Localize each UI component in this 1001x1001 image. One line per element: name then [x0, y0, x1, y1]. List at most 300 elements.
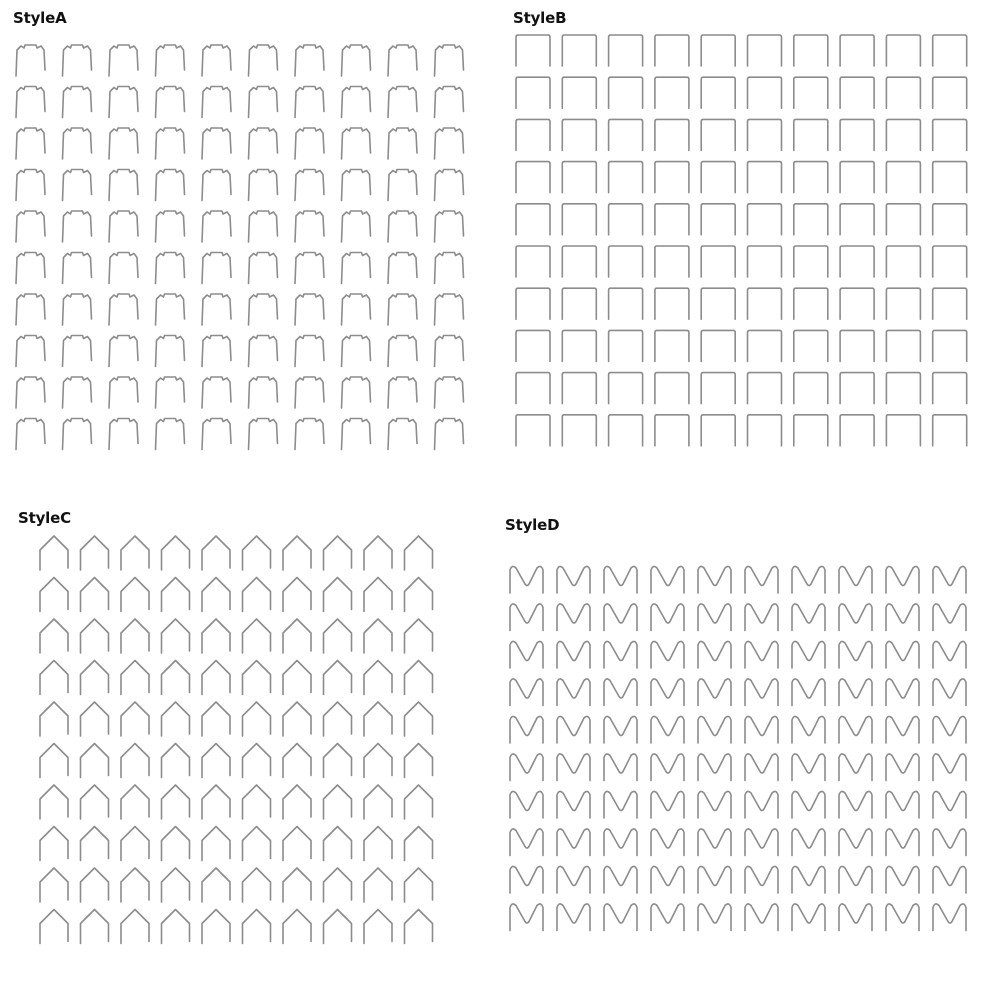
wire-clip [364, 910, 392, 944]
wire-clip [745, 866, 778, 893]
wire-clip [609, 35, 643, 66]
wire-clip [516, 77, 550, 108]
wire-clip [243, 744, 271, 778]
wire-clip [162, 785, 190, 819]
wire-clip [794, 162, 828, 193]
wire-clip [748, 373, 782, 404]
wire-clip [342, 253, 371, 284]
wire-clip [202, 827, 230, 861]
wire-clip [202, 170, 231, 201]
wire-clip [283, 702, 311, 736]
wire-clip [510, 904, 543, 931]
wire-clip [516, 288, 550, 319]
wire-clip [364, 785, 392, 819]
style-d-label: StyleD [505, 516, 560, 534]
wire-clip [562, 288, 596, 319]
wire-clip [156, 87, 185, 118]
wire-clip [792, 866, 825, 893]
wire-clip [701, 330, 735, 361]
wire-clip [510, 716, 543, 743]
wire-clip [435, 211, 464, 242]
wire-clip [840, 77, 874, 108]
wire-clip [202, 785, 230, 819]
wire-clip [840, 288, 874, 319]
wire-clip [840, 246, 874, 277]
wire-clip [249, 377, 278, 408]
wire-clip [840, 119, 874, 150]
wire-clip [40, 536, 68, 570]
wire-clip [249, 419, 278, 450]
wire-clip [109, 253, 138, 284]
wire-clip [794, 35, 828, 66]
wire-clip [792, 754, 825, 781]
wire-clip [324, 785, 352, 819]
wire-clip [651, 904, 684, 931]
wire-clip [249, 45, 278, 76]
wire-clip [933, 904, 966, 931]
wire-clip [698, 716, 731, 743]
wire-clip [745, 716, 778, 743]
wire-clip [243, 661, 271, 695]
wire-clip [839, 791, 872, 818]
wire-clip [405, 702, 433, 736]
wire-clip [748, 204, 782, 235]
wire-clip [792, 566, 825, 593]
wire-clip [16, 377, 45, 408]
wire-clip [794, 204, 828, 235]
wire-clip [388, 211, 417, 242]
wire-clip [516, 415, 550, 446]
wire-clip [388, 336, 417, 367]
wire-clip [156, 419, 185, 450]
wire-clip [794, 288, 828, 319]
wire-clip [701, 246, 735, 277]
wire-clip [839, 904, 872, 931]
wire-clip [840, 35, 874, 66]
wire-clip [701, 77, 735, 108]
wire-clip [651, 791, 684, 818]
wire-clip [16, 294, 45, 325]
wire-clip [295, 211, 324, 242]
wire-clip [562, 415, 596, 446]
wire-clip [202, 211, 231, 242]
wire-clip [839, 829, 872, 856]
wire-clip [655, 77, 689, 108]
wire-clip [609, 373, 643, 404]
wire-clip [886, 330, 920, 361]
wire-clip [435, 170, 464, 201]
wire-clip [202, 578, 230, 612]
wire-clip [63, 211, 92, 242]
wire-clip [933, 330, 967, 361]
wire-clip [655, 288, 689, 319]
wire-clip [698, 829, 731, 856]
wire-clip [81, 661, 109, 695]
wire-clip [655, 35, 689, 66]
wire-clip [886, 829, 919, 856]
wire-clip [249, 170, 278, 201]
wire-clip [794, 330, 828, 361]
wire-clip [510, 566, 543, 593]
wire-clip [405, 785, 433, 819]
wire-clip [295, 253, 324, 284]
wire-clip [604, 641, 637, 668]
wire-clip [283, 661, 311, 695]
style-b-label: StyleB [513, 9, 567, 27]
wire-clip [405, 744, 433, 778]
wire-clip [839, 641, 872, 668]
wire-clip [698, 641, 731, 668]
wire-clip [651, 679, 684, 706]
wire-clip [388, 377, 417, 408]
wire-clip [933, 204, 967, 235]
wire-clip [609, 415, 643, 446]
wire-clip [557, 866, 590, 893]
wire-clip [748, 246, 782, 277]
wire-clip [324, 910, 352, 944]
wire-clip [156, 45, 185, 76]
wire-clip [109, 336, 138, 367]
wire-clip [40, 785, 68, 819]
wire-clip [162, 868, 190, 902]
wire-clip [748, 330, 782, 361]
wire-clip [121, 702, 149, 736]
wire-clip [81, 536, 109, 570]
wire-clip [162, 910, 190, 944]
wire-clip [295, 170, 324, 201]
wire-clip [748, 162, 782, 193]
wire-clip [295, 377, 324, 408]
wire-clip [886, 246, 920, 277]
wire-clip [701, 415, 735, 446]
wire-clip [63, 377, 92, 408]
wire-clip [388, 419, 417, 450]
wire-clip [609, 204, 643, 235]
wire-clip [162, 702, 190, 736]
wire-clip [933, 288, 967, 319]
wire-clip [745, 679, 778, 706]
wire-clip [109, 87, 138, 118]
wire-clip [604, 566, 637, 593]
wire-clip [121, 536, 149, 570]
wire-clip [562, 246, 596, 277]
wire-clip [562, 77, 596, 108]
wire-clip [81, 702, 109, 736]
wire-clip [364, 868, 392, 902]
wire-clip [202, 336, 231, 367]
wire-clip [886, 641, 919, 668]
wire-clip [342, 128, 371, 159]
wire-clip [16, 336, 45, 367]
wire-clip [933, 754, 966, 781]
wire-clip [249, 253, 278, 284]
wire-clip [243, 785, 271, 819]
wire-clip [886, 716, 919, 743]
style-a-clip-grid [10, 38, 490, 448]
wire-clip [249, 294, 278, 325]
wire-clip [342, 377, 371, 408]
wire-clip [16, 211, 45, 242]
wire-clip [651, 829, 684, 856]
wire-clip [162, 536, 190, 570]
wire-clip [249, 87, 278, 118]
wire-clip [63, 294, 92, 325]
wire-clip [794, 246, 828, 277]
wire-clip [701, 288, 735, 319]
wire-clip [562, 35, 596, 66]
wire-clip [516, 246, 550, 277]
wire-clip [655, 415, 689, 446]
wire-clip [604, 866, 637, 893]
wire-clip [839, 566, 872, 593]
wire-clip [651, 566, 684, 593]
wire-clip [745, 829, 778, 856]
wire-clip [162, 619, 190, 653]
wire-clip [109, 377, 138, 408]
wire-clip [516, 373, 550, 404]
wire-clip [283, 827, 311, 861]
wire-clip [839, 716, 872, 743]
wire-clip [405, 827, 433, 861]
wire-clip [840, 204, 874, 235]
wire-clip [295, 45, 324, 76]
wire-clip [609, 77, 643, 108]
style-b-clip-grid [510, 30, 980, 460]
wire-clip [792, 829, 825, 856]
wire-clip [604, 791, 637, 818]
wire-clip [202, 536, 230, 570]
wire-clip [745, 641, 778, 668]
wire-clip [156, 211, 185, 242]
wire-clip [933, 791, 966, 818]
wire-clip [388, 170, 417, 201]
wire-clip [748, 35, 782, 66]
wire-clip [651, 866, 684, 893]
wire-clip [40, 619, 68, 653]
wire-clip [651, 754, 684, 781]
wire-clip [609, 162, 643, 193]
wire-clip [701, 35, 735, 66]
wire-clip [40, 661, 68, 695]
wire-clip [16, 45, 45, 76]
wire-clip [792, 679, 825, 706]
wire-clip [886, 162, 920, 193]
wire-clip [16, 128, 45, 159]
wire-clip [364, 744, 392, 778]
wire-clip [435, 87, 464, 118]
wire-clip [435, 45, 464, 76]
wire-clip [405, 536, 433, 570]
wire-clip [202, 619, 230, 653]
style-c-label: StyleC [18, 509, 71, 527]
wire-clip [324, 827, 352, 861]
wire-clip [557, 829, 590, 856]
wire-clip [81, 910, 109, 944]
wire-clip [651, 641, 684, 668]
wire-clip [655, 246, 689, 277]
wire-clip [655, 162, 689, 193]
wire-clip [655, 373, 689, 404]
wire-clip [249, 336, 278, 367]
wire-clip [202, 661, 230, 695]
wire-clip [202, 128, 231, 159]
wire-clip [156, 336, 185, 367]
wire-clip [557, 904, 590, 931]
wire-clip [886, 754, 919, 781]
wire-clip [16, 170, 45, 201]
wire-clip [435, 128, 464, 159]
wire-clip [701, 119, 735, 150]
wire-clip [283, 910, 311, 944]
wire-clip [792, 604, 825, 631]
wire-clip [40, 744, 68, 778]
wire-clip [698, 754, 731, 781]
wire-clip [609, 246, 643, 277]
wire-clip [202, 45, 231, 76]
wire-clip [121, 868, 149, 902]
wire-clip [701, 162, 735, 193]
wire-clip [364, 619, 392, 653]
wire-clip [324, 744, 352, 778]
wire-clip [121, 578, 149, 612]
wire-clip [604, 754, 637, 781]
wire-clip [435, 377, 464, 408]
wire-clip [510, 754, 543, 781]
wire-clip [933, 641, 966, 668]
wire-clip [562, 204, 596, 235]
wire-clip [40, 827, 68, 861]
wire-clip [792, 791, 825, 818]
wire-clip [510, 829, 543, 856]
wire-clip [364, 661, 392, 695]
wire-clip [202, 419, 231, 450]
wire-clip [604, 716, 637, 743]
wire-clip [16, 253, 45, 284]
wire-clip [745, 904, 778, 931]
wire-clip [156, 253, 185, 284]
wire-clip [510, 641, 543, 668]
wire-clip [933, 679, 966, 706]
wire-clip [243, 578, 271, 612]
wire-clip [698, 566, 731, 593]
wire-clip [886, 791, 919, 818]
wire-clip [840, 415, 874, 446]
wire-clip [295, 419, 324, 450]
wire-clip [202, 910, 230, 944]
wire-clip [886, 866, 919, 893]
wire-clip [81, 827, 109, 861]
wire-clip [121, 744, 149, 778]
wire-clip [886, 204, 920, 235]
wire-clip [933, 604, 966, 631]
style-a-label: StyleA [13, 9, 67, 27]
wire-clip [81, 785, 109, 819]
wire-clip [698, 604, 731, 631]
wire-clip [63, 128, 92, 159]
wire-clip [933, 716, 966, 743]
wire-clip [933, 77, 967, 108]
wire-clip [364, 536, 392, 570]
wire-clip [745, 604, 778, 631]
wire-clip [63, 253, 92, 284]
wire-clip [562, 162, 596, 193]
wire-clip [405, 868, 433, 902]
wire-clip [388, 253, 417, 284]
wire-clip [886, 77, 920, 108]
wire-clip [698, 904, 731, 931]
wire-clip [342, 419, 371, 450]
wire-clip [839, 604, 872, 631]
wire-clip [933, 373, 967, 404]
wire-clip [516, 330, 550, 361]
wire-clip [701, 204, 735, 235]
wire-clip [886, 904, 919, 931]
wire-clip [388, 87, 417, 118]
wire-clip [342, 336, 371, 367]
wire-clip [243, 868, 271, 902]
wire-clip [933, 246, 967, 277]
wire-clip [324, 578, 352, 612]
wire-clip [249, 211, 278, 242]
wire-clip [342, 211, 371, 242]
wire-clip [388, 45, 417, 76]
wire-clip [604, 829, 637, 856]
wire-clip [435, 336, 464, 367]
wire-clip [342, 170, 371, 201]
style-c-clip-grid [35, 530, 445, 960]
wire-clip [933, 119, 967, 150]
wire-clip [249, 128, 278, 159]
wire-clip [886, 35, 920, 66]
wire-clip [698, 866, 731, 893]
wire-clip [283, 744, 311, 778]
wire-clip [557, 566, 590, 593]
wire-clip [933, 829, 966, 856]
wire-clip [516, 35, 550, 66]
wire-clip [243, 827, 271, 861]
wire-clip [933, 866, 966, 893]
wire-clip [283, 785, 311, 819]
wire-clip [63, 45, 92, 76]
wire-clip [324, 619, 352, 653]
wire-clip [295, 294, 324, 325]
wire-clip [16, 87, 45, 118]
wire-clip [933, 162, 967, 193]
wire-clip [792, 904, 825, 931]
wire-clip [562, 330, 596, 361]
wire-clip [342, 294, 371, 325]
wire-clip [557, 641, 590, 668]
wire-clip [202, 702, 230, 736]
wire-clip [283, 578, 311, 612]
wire-clip [295, 87, 324, 118]
style-d-clip-grid [505, 558, 980, 938]
wire-clip [510, 679, 543, 706]
wire-clip [435, 253, 464, 284]
wire-clip [81, 868, 109, 902]
wire-clip [748, 288, 782, 319]
wire-clip [405, 910, 433, 944]
wire-clip [655, 330, 689, 361]
wire-clip [324, 868, 352, 902]
wire-clip [839, 679, 872, 706]
wire-clip [295, 128, 324, 159]
wire-clip [604, 904, 637, 931]
wire-clip [162, 661, 190, 695]
wire-clip [435, 419, 464, 450]
wire-clip [510, 791, 543, 818]
wire-clip [63, 87, 92, 118]
